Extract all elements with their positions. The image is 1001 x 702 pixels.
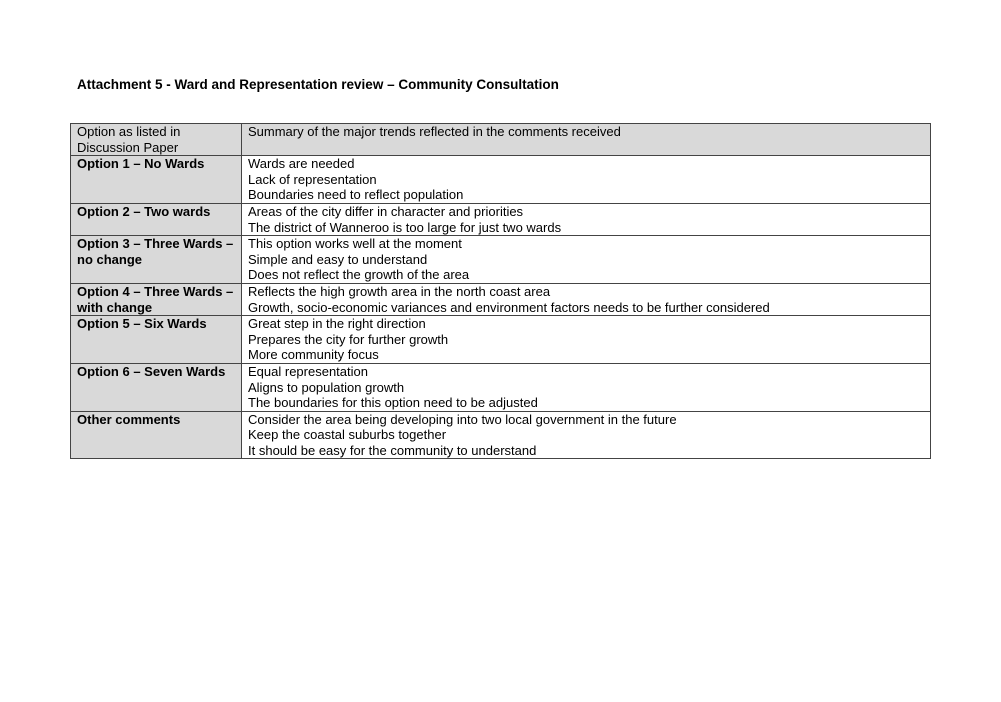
comment-line: Aligns to population growth <box>248 379 405 395</box>
comment-line: Equal representation <box>248 363 368 379</box>
comment-line: Prepares the city for further growth <box>248 331 449 347</box>
comment-line: Keep the coastal suburbs together <box>248 427 447 443</box>
comment-line: Simple and easy to understand <box>248 251 428 267</box>
option-cell: Option 5 – Six Wards <box>71 316 242 364</box>
comment-line: Areas of the city differ in character and priorities <box>248 203 524 219</box>
option-cell: Option 2 – Two wards <box>71 203 242 235</box>
table-row <box>71 316 931 364</box>
option-cell: Option 1 – No Wards <box>71 156 242 204</box>
comments-cell <box>242 203 931 235</box>
comment-line: Wards are needed <box>248 156 355 172</box>
table-row <box>71 236 931 284</box>
comment-line: This option works well at the moment <box>248 236 462 252</box>
option-cell: Option 3 – Three Wards – no change <box>71 236 242 284</box>
comments-cell <box>242 236 931 284</box>
comments-cell <box>242 411 931 459</box>
comment-line: Consider the area being developing into two local government in the future <box>248 411 677 427</box>
comment-line: Reflects the high growth area in the north coast area <box>248 283 551 299</box>
table-row <box>71 363 931 411</box>
comment-line: Growth, socio-economic variances and environment factors needs to be further considered <box>248 299 770 315</box>
header-option: Option as listed in Discussion Paper <box>71 124 242 156</box>
comment-line: Does not reflect the growth of the area <box>248 267 470 283</box>
option-cell: Other comments <box>71 411 242 459</box>
option-cell: Option 4 – Three Wards – with change <box>71 283 242 315</box>
comments-cell <box>242 156 931 204</box>
comment-line: It should be easy for the community to understand <box>248 442 537 458</box>
comments-cell <box>242 316 931 364</box>
consultation-table <box>70 123 931 459</box>
table-row <box>71 156 931 204</box>
comment-line: Lack of representation <box>248 171 377 187</box>
table-row <box>71 283 931 315</box>
option-cell: Option 6 – Seven Wards <box>71 363 242 411</box>
comments-cell <box>242 363 931 411</box>
comment-line: The boundaries for this option need to be adjusted <box>248 395 538 411</box>
comment-line: Boundaries need to reflect population <box>248 187 464 203</box>
comments-cell <box>242 283 931 315</box>
comment-line: More community focus <box>248 347 379 363</box>
comment-line: Great step in the right direction <box>248 316 426 332</box>
comment-line: The district of Wanneroo is too large for just two wards <box>248 219 562 235</box>
table-row <box>71 411 931 459</box>
page-title: Attachment 5 - Ward and Representation review – Community Consultation <box>77 77 559 92</box>
header-summary: Summary of the major trends reflected in the comments received <box>242 124 931 156</box>
table-header-row <box>71 124 931 156</box>
table-row <box>71 203 931 235</box>
